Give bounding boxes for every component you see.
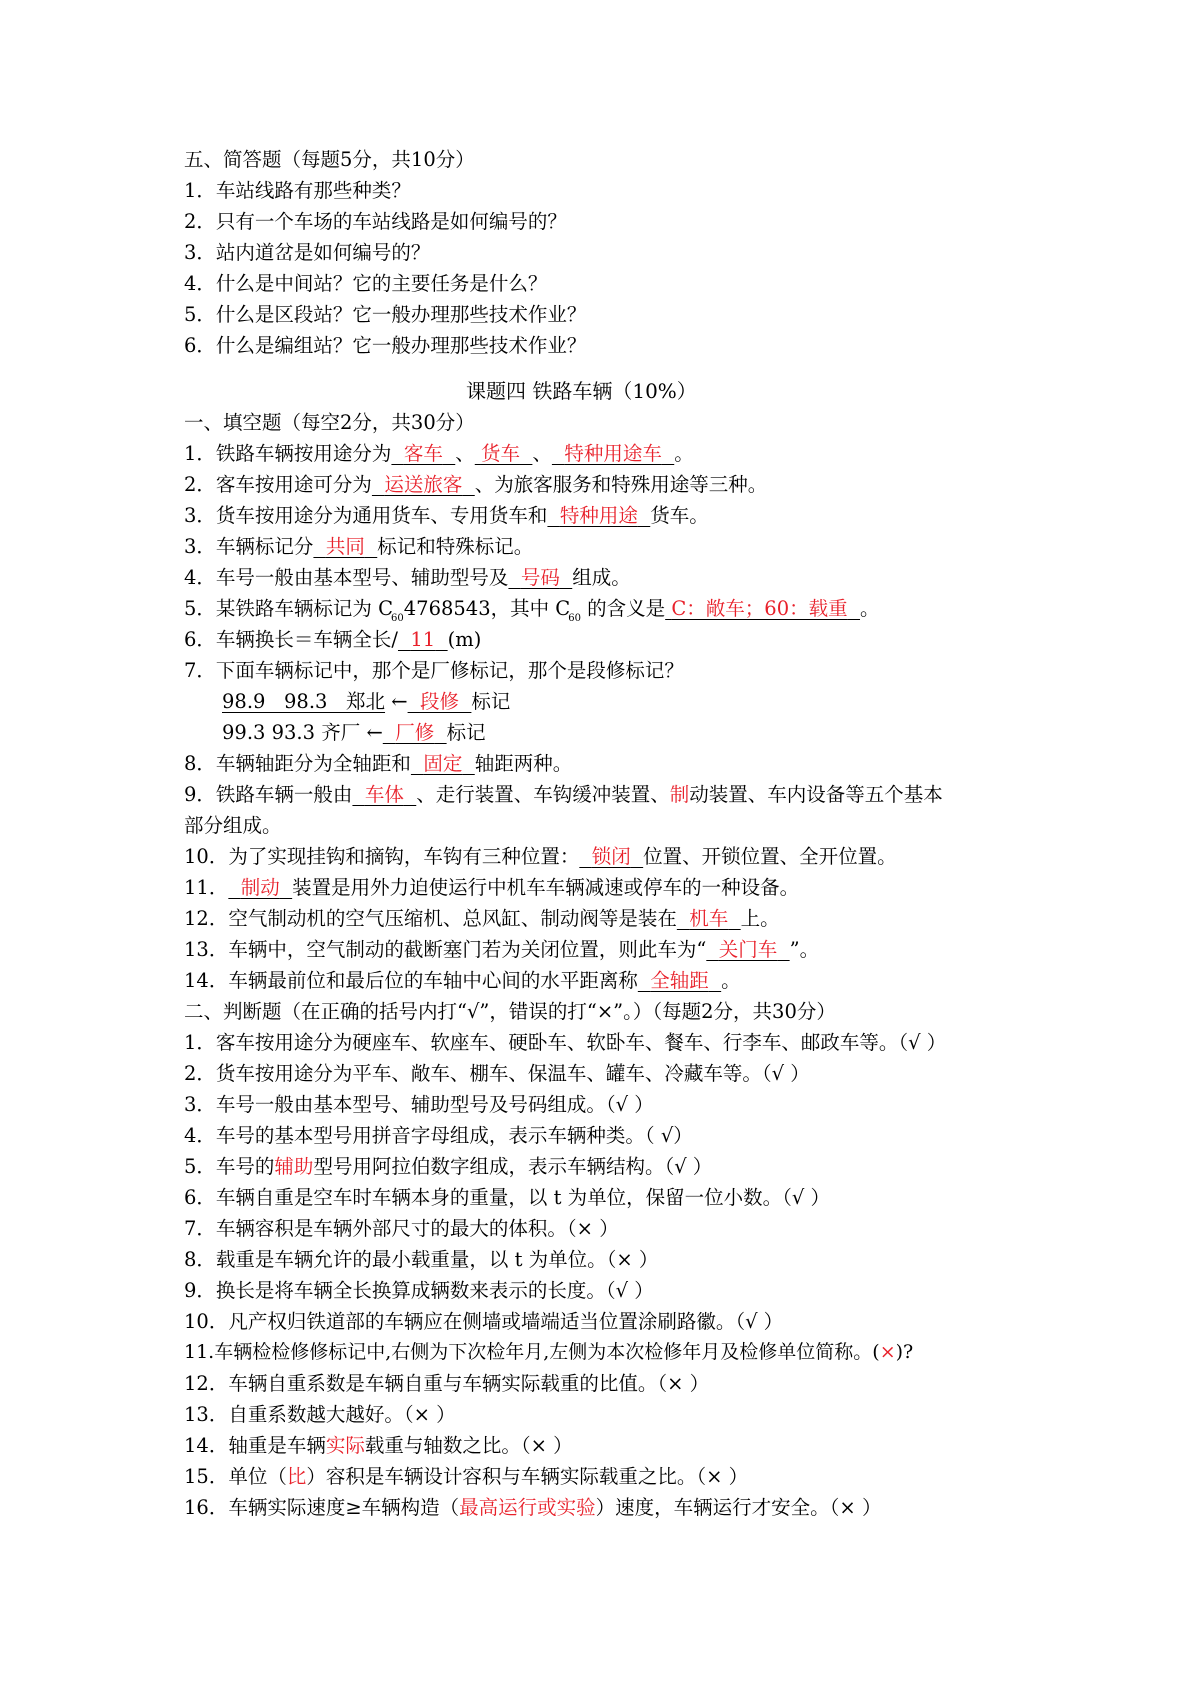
chapter-title: 课题四 铁路车辆（10%）	[466, 379, 697, 403]
answer-blank: 运送旅客	[384, 473, 463, 496]
answer-blank: 货车	[480, 442, 520, 465]
judge-question-12: 12．车辆自重系数是车辆自重与车辆实际载重的比值。（× ）	[184, 1372, 710, 1395]
judge-question-6: 6．车辆自重是空车时车辆本身的重量，以 t 为单位，保留一位小数。（√ ）	[184, 1186, 831, 1209]
judge-question-15: 15．单位（比）容积是车辆设计容积与车辆实际载重之比。（× ）	[184, 1465, 749, 1488]
answer-blank: C：敞车；60：载重	[671, 597, 848, 620]
correction-text: 比	[286, 1465, 307, 1488]
fill-question-11: 11． 制动 装置是用外力迫使运行中机车车辆减速或停车的一种设备。	[184, 876, 800, 899]
fill-question-14: 14．车辆最前位和最后位的车轴中心间的水平距离称 全轴距 。	[184, 969, 741, 992]
answer-blank: 机车	[689, 907, 729, 930]
short-answer-question: 4．什么是中间站？它的主要任务是什么？	[184, 272, 548, 295]
short-answer-question: 5．什么是区段站？它一般办理那些技术作业？	[184, 303, 587, 326]
fill-question-10: 10．为了实现挂钩和摘钩，车钩有三种位置： 锁闭 位置、开锁位置、全开位置。	[184, 845, 897, 868]
judge-question-1: 1．客车按用途分为硬座车、软座车、硬卧车、软卧车、餐车、行李车、邮政车等。（√ ）	[184, 1031, 947, 1054]
fill-question-7: 7．下面车辆标记中，那个是厂修标记，那个是段修标记？	[184, 659, 684, 682]
answer-blank: 固定	[423, 752, 463, 775]
judge-question-7: 7．车辆容积是车辆外部尺寸的最大的体积。（× ）	[184, 1217, 619, 1240]
short-answer-question: 6．什么是编组站？它一般办理那些技术作业？	[184, 334, 587, 357]
judge-question-2: 2．货车按用途分为平车、敞车、棚车、保温车、罐车、冷藏车等。（√ ）	[184, 1062, 810, 1085]
answer-blank: 制动	[240, 876, 280, 899]
fill-question-6: 6．车辆换长＝车辆全长/ 11 (m)	[184, 628, 482, 651]
fill-question-4: 4．车号一般由基本型号、辅助型号及 号码 组成。	[184, 566, 631, 589]
section5-title: 五、简答题（每题5分，共10分）	[184, 148, 475, 171]
answer-blank: 11	[410, 628, 436, 651]
fill-question-3: 3．货车按用途分为通用货车、专用货车和 特种用途 货车。	[184, 504, 709, 527]
fill-question-13: 13．车辆中，空气制动的截断塞门若为关闭位置，则此车为“ 关门车 ”。	[184, 938, 820, 961]
judge-question-11: 11.车辆检检修修标记中,右侧为下次检年月,左侧为本次检修年月及检修单位简称。(×)?	[184, 1341, 914, 1363]
fill-question-12: 12．空气制动机的空气压缩机、总风缸、制动阀等是装在 机车 上。	[184, 907, 780, 930]
judge-question-8: 8．载重是车辆允许的最小载重量，以 t 为单位。（× ）	[184, 1248, 659, 1271]
answer-blank: 段修	[419, 690, 459, 713]
short-answer-question: 2．只有一个车场的车站线路是如何编号的？	[184, 210, 567, 233]
answer-blank: 共同	[325, 535, 365, 558]
answer-blank: 全轴距	[650, 969, 709, 992]
fill-question-3b: 3．车辆标记分 共同 标记和特殊标记。	[184, 535, 534, 558]
fill-question-5: 5．某铁路车辆标记为 $C_{60}4768543$，其中 $C_{60}$ 的含义是 C：敞车；60：载重 。	[184, 597, 880, 624]
mark-row-2: 99.3 93.3 齐厂 ← 厂修 标记	[222, 721, 486, 744]
judge-question-5: 5．车号的辅助型号用阿拉伯数字组成，表示车辆结构。（√ ）	[184, 1155, 713, 1178]
answer-blank: 特种用途车	[564, 442, 662, 465]
judge-question-9: 9．换长是将车辆全长换算成辆数来表示的长度。（√ ）	[184, 1279, 654, 1302]
judge-question-4: 4．车号的基本型号用拼音字母组成，表示车辆种类。（ √）	[184, 1124, 693, 1147]
mark-row-1: 98.9 98.3 郑北 ← 段修 标记	[222, 690, 511, 713]
answer-blank: 车体	[364, 783, 404, 806]
judge-question-14: 14．轴重是车辆实际载重与轴数之比。（× ）	[184, 1434, 573, 1457]
answer-blank: 客车	[403, 442, 443, 465]
correction-text: 辅助	[274, 1155, 314, 1178]
answer-blank: 特种用途	[559, 504, 638, 527]
short-answer-question: 1．车站线路有那些种类？	[184, 179, 411, 202]
judge-question-16: 16．车辆实际速度≥车辆构造（最高运行或实验）速度，车辆运行才安全。（× ）	[184, 1496, 882, 1519]
fill-question-2: 2．客车按用途可分为 运送旅客 、为旅客服务和特殊用途等三种。	[184, 473, 768, 496]
answer-blank: 关门车	[718, 938, 778, 961]
answer-blank: 厂修	[395, 721, 435, 744]
correction-text: ×	[879, 1341, 896, 1363]
judge-question-3: 3．车号一般由基本型号、辅助型号及号码组成。（√ ）	[184, 1093, 654, 1116]
judge-question-10: 10．凡产权归铁道部的车辆应在侧墙或墙端适当位置涂刷路徽。（√ ）	[184, 1310, 784, 1333]
judge-section-title: 二、判断题（在正确的括号内打“√”，错误的打“×”。）（每题2分，共30分）	[184, 1000, 836, 1023]
fill-question-8: 8．车辆轴距分为全轴距和 固定 轴距两种。	[184, 752, 573, 775]
answer-blank: 锁闭	[591, 845, 631, 868]
judge-question-13: 13．自重系数越大越好。（× ）	[184, 1403, 456, 1426]
fill-question-1: 1．铁路车辆按用途分为 客车 、 货车 、 特种用途车 。	[184, 442, 694, 465]
answer-blank: 号码	[520, 566, 560, 589]
fill-question-9: 9．铁路车辆一般由 车体 、走行装置、车钩缓冲装置、制动装置、车内设备等五个基本	[184, 783, 943, 806]
correction-text: 最高运行或实验	[459, 1496, 596, 1519]
correction-text: 实际	[325, 1434, 365, 1457]
fill-question-9-cont: 部分组成。	[184, 814, 282, 837]
fill-section-title: 一、填空题（每空2分，共30分）	[184, 411, 475, 434]
short-answer-question: 3．站内道岔是如何编号的？	[184, 241, 431, 264]
